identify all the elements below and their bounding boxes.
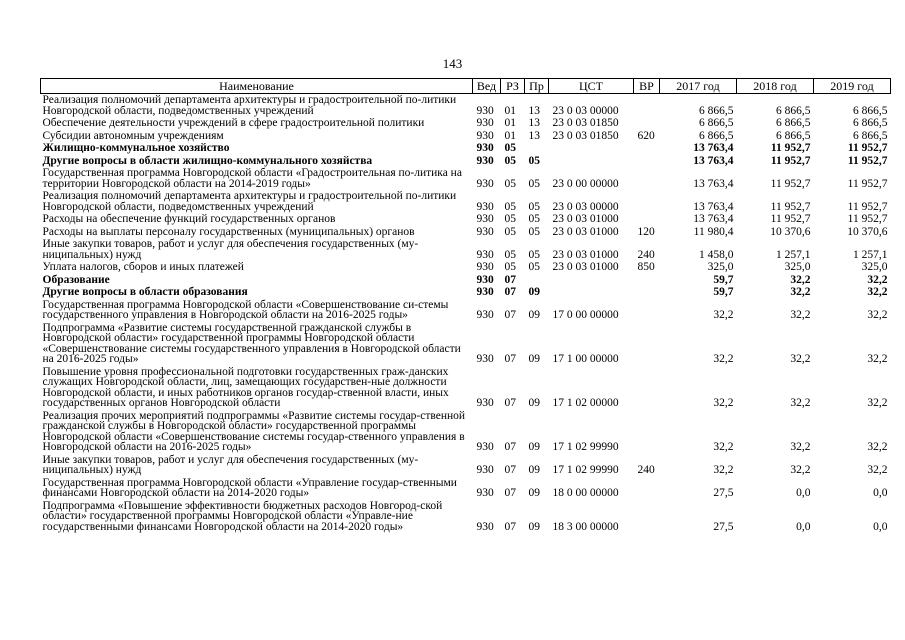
cell-rz: 05 [504,213,516,225]
cell-ved: 930 [476,225,494,238]
cell-rz: 07 [504,441,516,453]
cell-name: Уплата налогов, сборов и иных платежей [42,261,244,273]
cell-pr: 09 [528,286,540,298]
cell-y2018: 0,0 [796,487,811,499]
cell-vr [634,155,660,168]
table-row [41,94,891,118]
table-row [41,500,891,534]
cell-y2017: 325,0 [707,261,734,273]
header-2018: 2018 год [737,79,814,94]
cell-rz: 07 [504,464,516,476]
cell-pr: 09 [528,464,540,476]
cell-y2018: 32,2 [790,286,811,298]
cell-cst: 17 1 02 00000 [552,397,619,409]
cell-cst: 23 0 03 01000 [552,248,619,261]
cell-pr: 09 [528,487,540,499]
cell-name: Другие вопросы в области образования [42,286,248,298]
cell-vr [634,500,660,534]
cell-name: Расходы на обеспечение функций государственных органов [42,213,336,225]
cell-y2017: 6 866,5 [699,117,734,129]
cell-ved: 930 [476,309,494,321]
header-rz: РЗ [501,79,525,94]
cell-pr: 05 [528,177,540,190]
cell-rz: 07 [504,353,516,365]
cell-y2018: 11 952,7 [770,154,811,167]
cell-ved: 930 [476,464,494,476]
table-row [41,299,891,322]
cell-cst: 17 0 00 00000 [552,309,619,321]
cell-vr: 240 [637,464,655,476]
cell-ved: 930 [476,397,494,409]
cell-rz: 07 [504,487,516,499]
cell-vr [634,286,660,299]
table-row [41,167,891,190]
cell-cst: 23 0 03 01850 [552,117,619,129]
cell-cst: 17 1 02 99990 [552,464,619,476]
cell-ved: 930 [476,273,494,286]
cell-pr: 09 [528,353,540,365]
cell-name: Подпрограмма «Повышение эффективности бюджетных расходов Новгород-ской области» государственной программы Новгородской области «Управле-ние государственными финансами Новгородской области на 2014-2020 годы» [42,499,443,533]
cell-rz: 07 [504,309,516,321]
cell-pr: 09 [528,441,540,453]
cell-rz: 05 [504,154,516,167]
table-row [41,190,891,213]
cell-name: Подпрограмма «Развитие системы государственной гражданской службы в Новгородской области» государственной программы Новгородской области «Совершенствование системы государственного управления в Новгородской области на 2016-2025 годы» [42,321,461,365]
cell-ved: 930 [476,117,494,129]
cell-name: Другие вопросы в области жилищно-коммунального хозяйства [42,154,373,167]
cell-y2017: 1 458,0 [699,248,734,261]
cell-vr [634,410,660,454]
cell-pr: 05 [528,213,540,225]
cell-y2019: 1 257,1 [853,248,888,261]
cell-pr [525,274,549,287]
budget-table [40,78,891,533]
cell-vr [634,477,660,500]
cell-y2017: 32,2 [713,464,734,476]
cell-cst: 23 0 03 01850 [552,129,619,142]
cell-y2017: 59,7 [713,286,734,298]
cell-rz: 05 [504,225,516,238]
cell-ved: 930 [476,129,494,142]
cell-y2019: 325,0 [861,261,888,273]
cell-rz: 05 [504,248,516,261]
cell-ved: 930 [476,200,494,213]
cell-name: Реализация полномочий департамента архитектуры и градостроительной по-литики Новгородской области, подведомственных учреждений [42,94,457,117]
cell-y2019: 32,2 [867,309,888,321]
cell-rz: 05 [504,261,516,273]
cell-ved: 930 [476,104,494,117]
cell-ved: 930 [476,487,494,499]
cell-name: Государственная программа Новгородской области «Управление государ-ственными финансами Новгородской области на 2014-2020 годы» [42,476,457,499]
cell-ved: 930 [476,520,494,533]
cell-y2017: 13 763,4 [693,154,734,167]
cell-y2018: 1 257,1 [776,248,811,261]
cell-y2018: 6 866,5 [776,129,811,142]
cell-name: Иные закупки товаров, работ и услуг для обеспечения государственных (му-ниципальных) нужд [42,238,419,261]
cell-pr: 05 [528,261,540,273]
table-header-row [41,79,891,94]
cell-rz: 01 [504,104,516,117]
cell-y2017: 32,2 [713,309,734,321]
cell-y2017: 13 763,4 [693,213,734,225]
cell-ved: 930 [476,353,494,365]
table-row [41,286,891,299]
cell-vr [634,94,660,118]
cell-pr: 13 [528,129,540,142]
cell-vr [634,299,660,322]
table-row [41,410,891,454]
cell-y2017: 13 763,4 [693,177,734,190]
cell-y2017: 32,2 [713,397,734,409]
cell-cst: 23 0 03 01000 [552,213,619,225]
cell-cst: 18 3 00 00000 [552,520,619,533]
cell-name: Субсидии автономным учреждениям [42,129,224,142]
cell-cst [549,286,634,299]
cell-pr: 05 [528,154,540,167]
cell-y2018: 11 952,7 [770,200,811,213]
cell-y2018: 32,2 [790,309,811,321]
cell-y2018: 11 952,7 [770,142,811,154]
cell-rz: 07 [504,273,516,286]
cell-y2018: 32,2 [790,441,811,453]
cell-y2018: 0,0 [796,520,811,533]
cell-cst: 18 0 00 00000 [552,487,619,499]
cell-y2019: 0,0 [873,520,888,533]
cell-y2017: 6 866,5 [699,104,734,117]
header-2017: 2017 год [660,79,737,94]
cell-pr: 13 [528,104,540,117]
cell-name: Государственная программа Новгородской области «Совершенствование си-стемы государственного управления в Новгородской области на 2016-2025 годы» [42,298,449,321]
cell-y2017: 32,2 [713,353,734,365]
table-row [41,477,891,500]
cell-name: Расходы на выплаты персоналу государственных (муниципальных) органов [42,225,415,238]
cell-cst [549,155,634,168]
cell-y2019: 11 952,7 [847,200,888,213]
cell-y2019: 11 952,7 [847,213,888,225]
table-row [41,130,891,143]
cell-vr [634,366,660,410]
table-row [41,155,891,168]
cell-cst: 23 0 03 01000 [552,261,619,273]
table-row [41,117,891,130]
cell-ved: 930 [476,248,494,261]
cell-y2018: 11 952,7 [770,177,811,190]
cell-y2018: 6 866,5 [776,117,811,129]
cell-y2019: 32,2 [867,286,888,298]
cell-pr: 09 [528,520,540,533]
cell-y2017: 32,2 [713,441,734,453]
cell-vr: 620 [637,129,655,142]
cell-vr [634,274,660,287]
cell-rz: 05 [504,142,516,154]
table-row [41,274,891,287]
cell-cst: 23 0 03 01000 [552,225,619,238]
cell-vr: 240 [637,248,655,261]
cell-vr [634,190,660,213]
cell-rz: 07 [504,397,516,409]
cell-y2019: 32,2 [867,353,888,365]
cell-cst: 23 0 03 00000 [552,104,619,117]
cell-ved: 930 [476,213,494,225]
cell-rz: 07 [504,520,516,533]
cell-ved: 930 [476,441,494,453]
cell-pr: 05 [528,225,540,238]
cell-name: Реализация полномочий департамента архитектуры и градостроительной по-литики Новгородской области, подведомственных учреждений [42,190,457,213]
cell-vr [634,167,660,190]
cell-y2017: 27,5 [713,520,734,533]
cell-y2017: 6 866,5 [699,129,734,142]
header-name: Наименование [41,79,473,94]
header-ved: Вед [473,79,501,94]
cell-pr: 09 [528,397,540,409]
cell-y2019: 32,2 [867,397,888,409]
cell-rz: 05 [504,200,516,213]
cell-name: Повышение уровня профессиональной подготовки государственных граж-данских служащих Новгородской области, лиц, замещающих государствен-ные должности Новгородской области, и иных работников органов государ-ственной власти, иных государственных органов Новгородской области [42,365,449,409]
cell-rz: 01 [504,117,516,129]
cell-name: Государственная программа Новгородской области «Градостроительная по-литика на территории Новгородской области на 2014-2019 годы» [42,167,462,190]
cell-name: Обеспечение деятельности учреждений в сфере градостроительной политики [42,117,425,129]
cell-y2019: 0,0 [873,487,888,499]
table-row [41,322,891,366]
cell-rz: 01 [504,129,516,142]
cell-cst [549,274,634,287]
cell-y2017: 13 763,4 [693,142,734,154]
cell-y2019: 32,2 [867,441,888,453]
table-row [41,454,891,477]
cell-y2019: 11 952,7 [847,177,888,190]
cell-y2019: 32,2 [867,273,888,286]
cell-y2018: 32,2 [790,273,811,286]
cell-vr [634,213,660,226]
cell-cst: 17 1 00 00000 [552,353,619,365]
cell-ved: 930 [476,286,494,298]
cell-y2019: 11 952,7 [847,142,888,154]
header-2019: 2019 год [814,79,891,94]
cell-ved: 930 [476,142,494,154]
cell-cst: 17 1 02 99990 [552,441,619,453]
header-vr: ВР [634,79,660,94]
cell-pr: 09 [528,309,540,321]
cell-pr: 05 [528,200,540,213]
cell-pr: 13 [528,117,540,129]
cell-y2018: 32,2 [790,353,811,365]
cell-cst: 23 0 00 00000 [552,177,619,190]
cell-y2018: 32,2 [790,397,811,409]
cell-ved: 930 [476,261,494,273]
cell-y2018: 11 952,7 [770,213,811,225]
cell-rz: 07 [504,286,516,298]
cell-ved: 930 [476,154,494,167]
cell-y2017: 27,5 [713,487,734,499]
cell-y2017: 59,7 [713,273,734,286]
cell-vr: 120 [637,225,655,238]
cell-y2018: 6 866,5 [776,104,811,117]
header-cst: ЦСТ [549,79,634,94]
cell-pr [525,142,549,155]
page-number: 143 [442,56,463,71]
cell-y2019: 32,2 [867,464,888,476]
cell-vr [634,142,660,155]
cell-rz: 05 [504,177,516,190]
cell-vr [634,117,660,130]
cell-name: Жилищно-коммунальное хозяйство [42,142,230,154]
cell-cst: 23 0 03 00000 [552,200,619,213]
cell-y2019: 10 370,6 [847,225,888,238]
table-row [41,226,891,239]
cell-vr: 850 [637,261,655,273]
cell-y2018: 32,2 [790,464,811,476]
table-row [41,261,891,274]
cell-y2017: 11 980,4 [693,225,734,238]
cell-y2019: 6 866,5 [853,129,888,142]
cell-pr: 05 [528,248,540,261]
cell-y2018: 10 370,6 [770,225,811,238]
cell-y2019: 6 866,5 [853,117,888,129]
cell-name: Образование [42,273,110,286]
cell-name: Иные закупки товаров, работ и услуг для обеспечения государственных (му-ниципальных) нужд [42,453,419,476]
header-pr: Пр [525,79,549,94]
cell-cst [549,142,634,155]
cell-ved: 930 [476,177,494,190]
cell-y2019: 11 952,7 [847,154,888,167]
cell-y2018: 325,0 [784,261,811,273]
cell-name: Реализация прочих мероприятий подпрограммы «Развитие системы государ-ственной гражданской службы в Новгородской области» государственной программы Новгородской области «Совершенствование системы государ-ственного управления в Новгородской области на 2016-2025 годы» [42,409,466,453]
cell-y2017: 13 763,4 [693,200,734,213]
table-row [41,213,891,226]
cell-vr [634,322,660,366]
cell-y2019: 6 866,5 [853,104,888,117]
table-row [41,366,891,410]
table-row [41,142,891,155]
table-row [41,238,891,261]
